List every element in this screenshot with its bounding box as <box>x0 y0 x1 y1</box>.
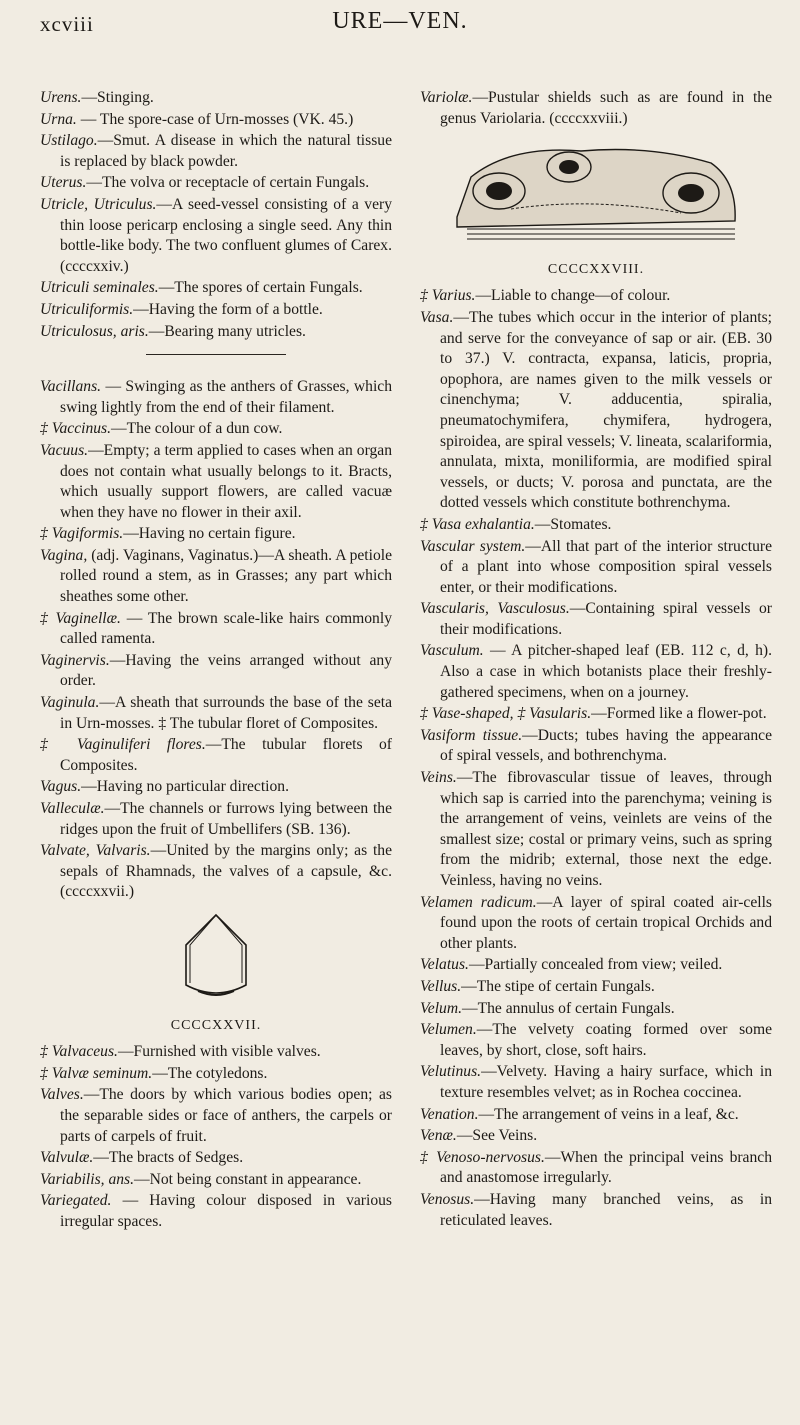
entry-definition: —A seed-vessel consisting of a very thin loose pericarp enclosing a single seed. Any thin bottle-like body. The two confluent glumes of Carex. (ccccxxiv.) <box>60 195 392 275</box>
glossary-entry <box>40 278 392 299</box>
glossary-entry <box>40 1191 392 1232</box>
entry-definition: —A sheath that surrounds the base of the seta in Urn-mosses. ‡ The tubular floret of Composites. <box>60 694 392 732</box>
entry-term: Ustilago. <box>40 132 98 150</box>
glossary-entry <box>420 1105 772 1126</box>
entry-definition: —Stomates. <box>534 515 612 533</box>
entry-definition: —The colour of a dun cow. <box>111 420 283 438</box>
glossary-entry <box>40 609 392 650</box>
glossary-entry <box>420 88 772 129</box>
glossary-entry <box>40 777 392 798</box>
entry-term: Vasa. <box>420 308 454 326</box>
glossary-entry <box>40 1085 392 1147</box>
entry-definition: —The doors by which various bodies open; as the separable sides or face of anthers, the carpels or parts of carpels of fruit. <box>60 1086 392 1145</box>
glossary-entry <box>420 599 772 640</box>
entry-term: ‡ Vase-shaped, ‡ Vasularis. <box>420 705 592 723</box>
glossary-entry <box>40 377 392 418</box>
entry-definition: —The channels or furrows lying between the ridges upon the fruit of Umbellifers (SB. 136). <box>60 800 392 838</box>
entry-term: Utriculi seminales. <box>40 279 159 297</box>
figure-caption: CCCCXXVII. <box>170 1017 262 1033</box>
entry-term: Valleculæ. <box>40 800 105 817</box>
entry-definition: —The volva or receptacle of certain Fungals. <box>86 174 370 192</box>
entry-term: Velum. <box>420 999 463 1017</box>
entry-term: ‡ Vasa exhalantia. <box>420 515 535 533</box>
glossary-entry <box>420 893 772 955</box>
entry-term: Utricle, Utriculus. <box>40 195 157 213</box>
entry-definition: —The tubes which occur in the interior of plants; and serve for the conveyance of sap or air. (EB. 30 to 37.) V. contracta, expansa, laticis, propria, opophora, are names given to the milk vessels or cinenchyma; V. adducentia, spiralia, pneumatochymifera, chymifera, hydrogera, spiroidea, are spiral vessels; V. lineata, scalariformia, annulata, mixta, moniliformia, are modified spiral vessels, or ducts; V. porosa and punctata, are the dotted vessels which constitute bothrenchyma. <box>440 308 772 512</box>
entry-term: ‡ Vaginellæ. <box>40 609 121 627</box>
entry-term: Velatus. <box>420 956 469 974</box>
entry-definition: —Not being constant in appearance. <box>134 1170 362 1188</box>
glossary-entry <box>420 955 772 976</box>
entry-definition: —The arrangement of veins in a leaf, &c. <box>478 1105 739 1123</box>
entry-term: Vagus. <box>40 778 82 796</box>
entry-term: Velutinus. <box>420 1063 482 1081</box>
entry-term: Variegated. <box>40 1192 112 1210</box>
glossary-entry <box>40 300 392 321</box>
entry-definition: —The tubular florets of Composites. <box>60 736 392 774</box>
glossary-entry <box>420 977 772 998</box>
entry-term: ‡ Venoso-nervosus. <box>420 1148 545 1166</box>
entry-definition: —Bearing many utricles. <box>148 322 306 340</box>
entry-term: Variabilis, ans. <box>40 1170 135 1188</box>
glossary-entry <box>40 1064 392 1085</box>
entry-definition: —Liable to change—of colour. <box>475 287 671 305</box>
entry-term: Utriculosus, aris. <box>40 322 149 340</box>
entry-term: Urens. <box>40 89 82 106</box>
glossary-entry <box>40 735 392 776</box>
entry-definition: (adj. Vaginans, Vaginatus.)—A sheath. A petiole rolled round a stem, as in Grasses; any part which sheathes some other. <box>60 546 392 606</box>
entry-term: Vaginervis. <box>40 651 110 669</box>
entry-definition: —Pustular shields such as are found in the genus Variolaria. (ccccxxviii.) <box>440 89 772 127</box>
entry-term: Venation. <box>420 1105 479 1123</box>
entry-definition: —The cotyledons. <box>152 1064 268 1082</box>
entry-term: Vasiform tissue. <box>420 726 523 744</box>
valvate-capsule-illustration <box>176 911 256 1003</box>
entry-term: Valves. <box>40 1086 84 1104</box>
variolaria-illustration <box>451 137 741 247</box>
entry-term: Veins. <box>420 769 457 787</box>
entry-term: Venæ. <box>420 1127 457 1145</box>
running-head: URE—VEN. <box>332 8 468 34</box>
glossary-entry <box>40 441 392 523</box>
entry-definition: —Containing spiral vessels or their modifications. <box>440 600 772 638</box>
entry-definition: —Having no certain figure. <box>123 525 296 543</box>
glossary-entry <box>40 1170 392 1191</box>
entry-definition: —The fibrovascular tissue of leaves, through which sap is carried into the parenchyma; veining is the arrangement of veins, veinlets are veins of the smallest size; costal or primary veins, such as spring from the midrib; external, those next the edge. Veinless, having no veins. <box>440 769 772 889</box>
entry-term: ‡ Valvaceus. <box>40 1043 118 1061</box>
entry-definition: —Furnished with visible valves. <box>117 1043 321 1061</box>
glossary-entry <box>40 546 392 608</box>
entry-term: Vaginula. <box>40 694 100 712</box>
glossary-entry <box>420 308 772 514</box>
entry-definition: —When the principal veins branch and anastomose irregularly. <box>440 1148 772 1187</box>
entry-group <box>420 88 772 129</box>
entry-term: Velamen radicum. <box>420 893 537 911</box>
entry-definition: —Stinging. <box>81 89 154 106</box>
glossary-entry <box>40 1042 392 1063</box>
glossary-entry <box>420 999 772 1020</box>
entry-definition: —Velvety. Having a hairy surface, which in texture resembles velvet; as in Rochea coccinea. <box>440 1063 772 1101</box>
entry-term: ‡ Varius. <box>420 287 476 305</box>
entry-term: Velumen. <box>420 1021 477 1039</box>
entry-term: Valvulæ. <box>40 1149 94 1167</box>
entry-definition: — The brown scale-like hairs commonly called ramenta. <box>60 609 392 648</box>
entry-term: ‡ Vaccinus. <box>40 420 112 438</box>
entry-definition: —Having the veins arranged without any order. <box>60 651 392 690</box>
entry-definition: —Partially concealed from view; veiled. <box>468 956 723 974</box>
glossary-entry <box>420 537 772 599</box>
glossary-entry <box>420 1190 772 1231</box>
entry-term: ‡ Vaginuliferi flores. <box>40 736 206 754</box>
entry-term: Uterus. <box>40 174 87 192</box>
entry-term: Urna. <box>40 110 77 128</box>
glossary-entry <box>40 799 392 840</box>
entry-group <box>420 286 772 1231</box>
glossary-entry <box>420 515 772 536</box>
entry-definition: —The velvety coating formed over some leaves, by short, close, soft hairs. <box>440 1021 772 1059</box>
entry-definition: —A layer of spiral coated air-cells found upon the roots of certain tropical Orchids and other plants. <box>440 893 772 952</box>
entry-term: Vagina, <box>40 546 88 564</box>
figure-ccccxxviii <box>420 137 772 254</box>
entry-term: Vellus. <box>420 977 462 995</box>
glossary-entry <box>40 1148 392 1169</box>
entry-term: Valvate, Valvaris. <box>40 842 151 860</box>
glossary-entry <box>40 88 392 109</box>
glossary-entry <box>40 195 392 277</box>
entry-definition: — Having colour disposed in various irregular spaces. <box>60 1192 392 1230</box>
glossary-entry <box>420 704 772 725</box>
entry-definition: —The annulus of certain Fungals. <box>462 999 675 1017</box>
glossary-entry <box>420 768 772 892</box>
entry-group <box>40 88 392 342</box>
glossary-entry <box>420 641 772 703</box>
glossary-entry <box>40 110 392 131</box>
entry-definition: —Having no particular direction. <box>81 778 290 796</box>
glossary-entry <box>40 524 392 545</box>
left-column <box>40 88 392 1234</box>
entry-definition: —Smut. A disease in which the natural tissue is replaced by black powder. <box>60 132 392 170</box>
glossary-entry <box>40 173 392 194</box>
entry-group <box>40 1042 392 1232</box>
glossary-entry <box>40 322 392 343</box>
glossary-entry <box>40 131 392 172</box>
glossary-entry <box>420 1148 772 1189</box>
entry-definition: —All that part of the interior structure of a plant into whose composition spiral vessels enter, or their modifications. <box>440 537 773 596</box>
entry-term: ‡ Valvæ seminum. <box>40 1064 153 1082</box>
page-number: xcviii <box>40 12 94 36</box>
glossary-entry <box>40 693 392 734</box>
entry-term: ‡ Vagiformis. <box>40 525 124 543</box>
entry-definition: —Having the form of a bottle. <box>133 300 323 318</box>
glossary-entry <box>420 286 772 307</box>
entry-definition: —The bracts of Sedges. <box>93 1149 244 1167</box>
entry-definition: — Swinging as the anthers of Grasses, which swing lightly from the end of their filament. <box>60 378 392 416</box>
entry-definition: —Empty; a term applied to cases when an organ does not contain what usually belongs to it. Bracts, which usually support flowers, are called vacuæ when they have no flower in their axil. <box>60 441 392 521</box>
figure-caption: CCCCXXVIII. <box>547 261 645 277</box>
entry-term: Variolæ. <box>420 89 473 106</box>
glossary-entry <box>420 1062 772 1103</box>
entry-term: Vasculum. <box>420 642 484 660</box>
entry-term: Vacuus. <box>40 441 89 459</box>
entry-definition: — The spore-case of Urn-mosses (VK. 45.) <box>76 110 354 128</box>
right-column <box>420 88 772 1232</box>
entry-term: Vacillans. <box>40 378 102 396</box>
glossary-entry <box>420 1020 772 1061</box>
entry-definition: —Having many branched veins, as in reticulated leaves. <box>440 1190 772 1229</box>
entry-definition: —The spores of certain Fungals. <box>158 279 363 297</box>
entry-definition: —The stipe of certain Fungals. <box>461 977 655 995</box>
figure-ccccxxvii <box>40 911 392 1010</box>
entry-definition: —Formed like a flower-pot. <box>591 705 767 723</box>
entry-term: Utriculiformis. <box>40 300 134 318</box>
entry-term: Vascular system. <box>420 537 526 555</box>
glossary-entry <box>420 726 772 767</box>
glossary-entry <box>420 1126 772 1147</box>
section-divider <box>146 354 286 355</box>
glossary-entry <box>40 419 392 440</box>
entry-term: Vascularis, Vasculosus. <box>420 600 570 618</box>
entry-term: Venosus. <box>420 1190 475 1208</box>
entry-definition: — A pitcher-shaped leaf (EB. 112 c, d, h). Also a case in which botanists place their freshly-gathered specimens, when on a journey. <box>440 642 772 701</box>
glossary-entry <box>40 651 392 692</box>
entry-group <box>40 377 392 903</box>
glossary-entry <box>40 841 392 903</box>
entry-definition: —Ducts; tubes having the appearance of spiral vessels, and bothrenchyma. <box>440 726 772 765</box>
entry-definition: —United by the margins only; as the sepals of Rhamnads, the valves of a capsule, &c. (ccccxxvii.) <box>60 842 392 901</box>
entry-definition: —See Veins. <box>456 1127 538 1145</box>
